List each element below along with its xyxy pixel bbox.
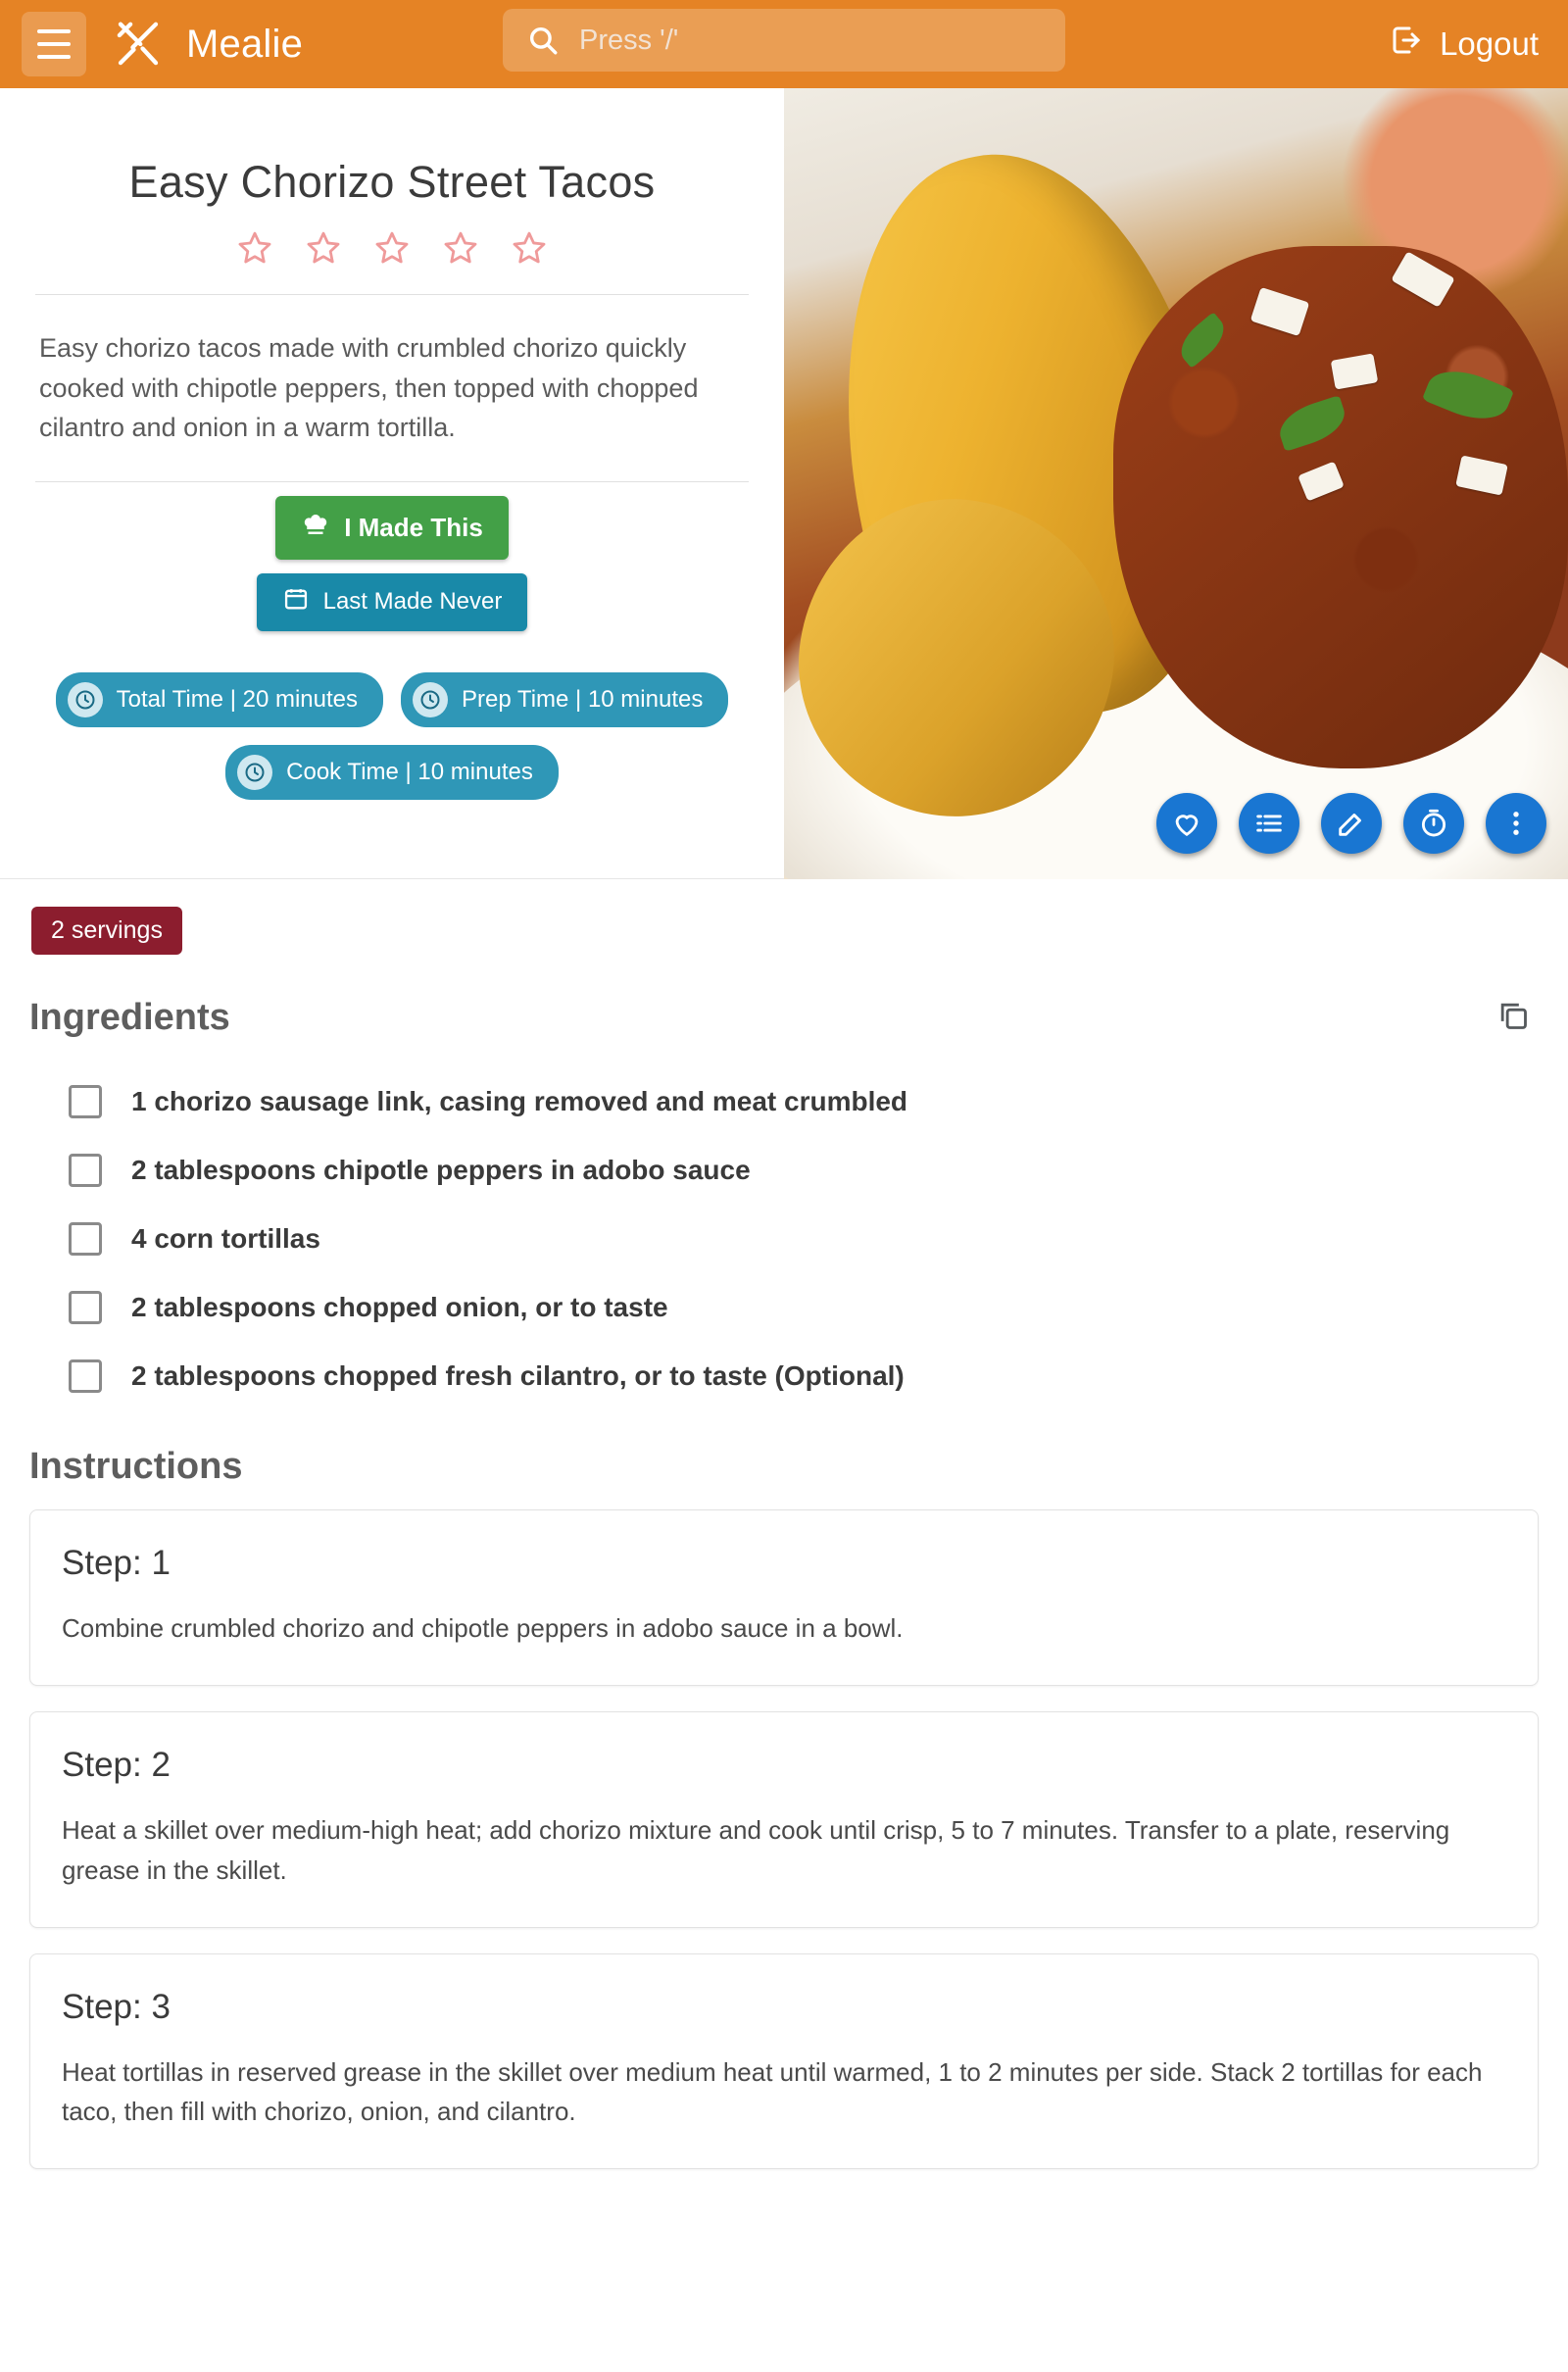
time-chip-group [35, 672, 749, 800]
step-card[interactable] [29, 1953, 1539, 2170]
recipe-photo [784, 88, 1568, 879]
ingredients-header [29, 990, 1539, 1046]
star-icon-3[interactable] [371, 227, 413, 269]
app-title: Mealie [186, 22, 304, 66]
step-text: Heat a skillet over medium-high heat; add chorizo mixture and cook until crisp, 5 to 7 minutes. Transfer to a plate, reserving grease in the skillet. [62, 1815, 1450, 1885]
made-actions [35, 496, 749, 631]
logout-button[interactable] [1389, 0, 1539, 88]
list-item[interactable] [29, 1067, 1539, 1136]
checkbox-icon[interactable] [69, 1154, 102, 1187]
logout-label: Logout [1440, 25, 1539, 62]
chip-total-time[interactable] [56, 672, 383, 727]
recipe-image [784, 88, 1568, 879]
clock-icon [68, 682, 103, 717]
app-bar [0, 0, 1568, 88]
chip-cook-time[interactable] [225, 745, 559, 800]
image-action-buttons [1156, 793, 1546, 854]
i-made-this-button[interactable] [275, 496, 509, 560]
step-text: Heat tortillas in reserved grease in the skillet over medium heat until warmed, 1 to 2 minutes per side. Stack 2 tortillas for each taco, then fill with chorizo, onion, and cilantro. [62, 2056, 1483, 2127]
step-title: Step: 3 [62, 1987, 171, 2026]
chip-total-time-label: Total Time | 20 minutes [116, 685, 358, 713]
recipe-summary [0, 88, 784, 878]
ingredient-label: 2 tablespoons chopped fresh cilantro, or to taste (Optional) [131, 1360, 905, 1391]
recipe-hero [0, 88, 1568, 879]
star-icon-5[interactable] [509, 227, 550, 269]
clock-icon [413, 682, 448, 717]
i-made-this-label: I Made This [344, 512, 483, 542]
ingredients-title: Ingredients [29, 997, 230, 1038]
checkbox-icon[interactable] [69, 1359, 102, 1393]
checkbox-icon[interactable] [69, 1085, 102, 1118]
recipe-body [0, 879, 1568, 2208]
hamburger-icon[interactable] [22, 12, 86, 76]
checkbox-icon[interactable] [69, 1291, 102, 1324]
copy-icon[interactable] [1488, 990, 1539, 1046]
chorizo-shape [1113, 246, 1568, 768]
ingredient-label: 2 tablespoons chopped onion, or to taste [131, 1292, 668, 1322]
step-title: Step: 2 [62, 1746, 171, 1785]
heart-icon[interactable] [1156, 793, 1217, 854]
step-card[interactable] [29, 1711, 1539, 1928]
search-bar[interactable] [503, 9, 1065, 72]
chip-cook-time-label: Cook Time | 10 minutes [286, 758, 533, 785]
divider-top [35, 294, 749, 295]
calendar-icon [282, 585, 310, 619]
clock-icon [237, 755, 272, 790]
step-title: Step: 1 [62, 1544, 171, 1582]
list-item[interactable] [29, 1273, 1539, 1342]
page-title: Easy Chorizo Street Tacos [128, 157, 656, 207]
ingredient-label: 1 chorizo sausage link, casing removed and meat crumbled [131, 1086, 908, 1116]
list-item[interactable] [29, 1136, 1539, 1205]
ingredient-label: 4 corn tortillas [131, 1223, 320, 1254]
instruction-steps [29, 1509, 1539, 2169]
search-icon [526, 24, 560, 57]
dots-vertical-icon[interactable] [1486, 793, 1546, 854]
chef-hat-icon [301, 510, 330, 546]
chip-prep-time[interactable] [401, 672, 728, 727]
fork-knife-icon [112, 18, 165, 71]
chip-prep-time-label: Prep Time | 10 minutes [462, 685, 704, 713]
divider-bottom [35, 481, 749, 482]
last-made-button[interactable] [257, 573, 528, 631]
rating-stars[interactable] [35, 227, 749, 269]
timer-icon[interactable] [1403, 793, 1464, 854]
recipe-description: Easy chorizo tacos made with crumbled chorizo quickly cooked with chipotle peppers, then topped with chopped cilantro and onion in a warm tortilla. [39, 333, 699, 442]
star-icon-1[interactable] [234, 227, 275, 269]
servings-badge[interactable]: 2 servings [31, 907, 182, 955]
star-icon-4[interactable] [440, 227, 481, 269]
pencil-icon[interactable] [1321, 793, 1382, 854]
list-icon[interactable] [1239, 793, 1299, 854]
step-text: Combine crumbled chorizo and chipotle peppers in adobo sauce in a bowl. [62, 1613, 904, 1643]
list-item[interactable] [29, 1205, 1539, 1273]
last-made-label: Last Made Never [322, 588, 503, 615]
search-input[interactable] [577, 24, 1042, 58]
ingredient-label: 2 tablespoons chipotle peppers in adobo sauce [131, 1155, 751, 1185]
step-card[interactable] [29, 1509, 1539, 1686]
list-item[interactable] [29, 1342, 1539, 1410]
instructions-title: Instructions [29, 1446, 243, 1487]
logout-icon [1389, 23, 1424, 66]
star-icon-2[interactable] [303, 227, 344, 269]
checkbox-icon[interactable] [69, 1222, 102, 1256]
instructions-header [29, 1446, 1539, 1488]
ingredient-list [29, 1067, 1539, 1410]
